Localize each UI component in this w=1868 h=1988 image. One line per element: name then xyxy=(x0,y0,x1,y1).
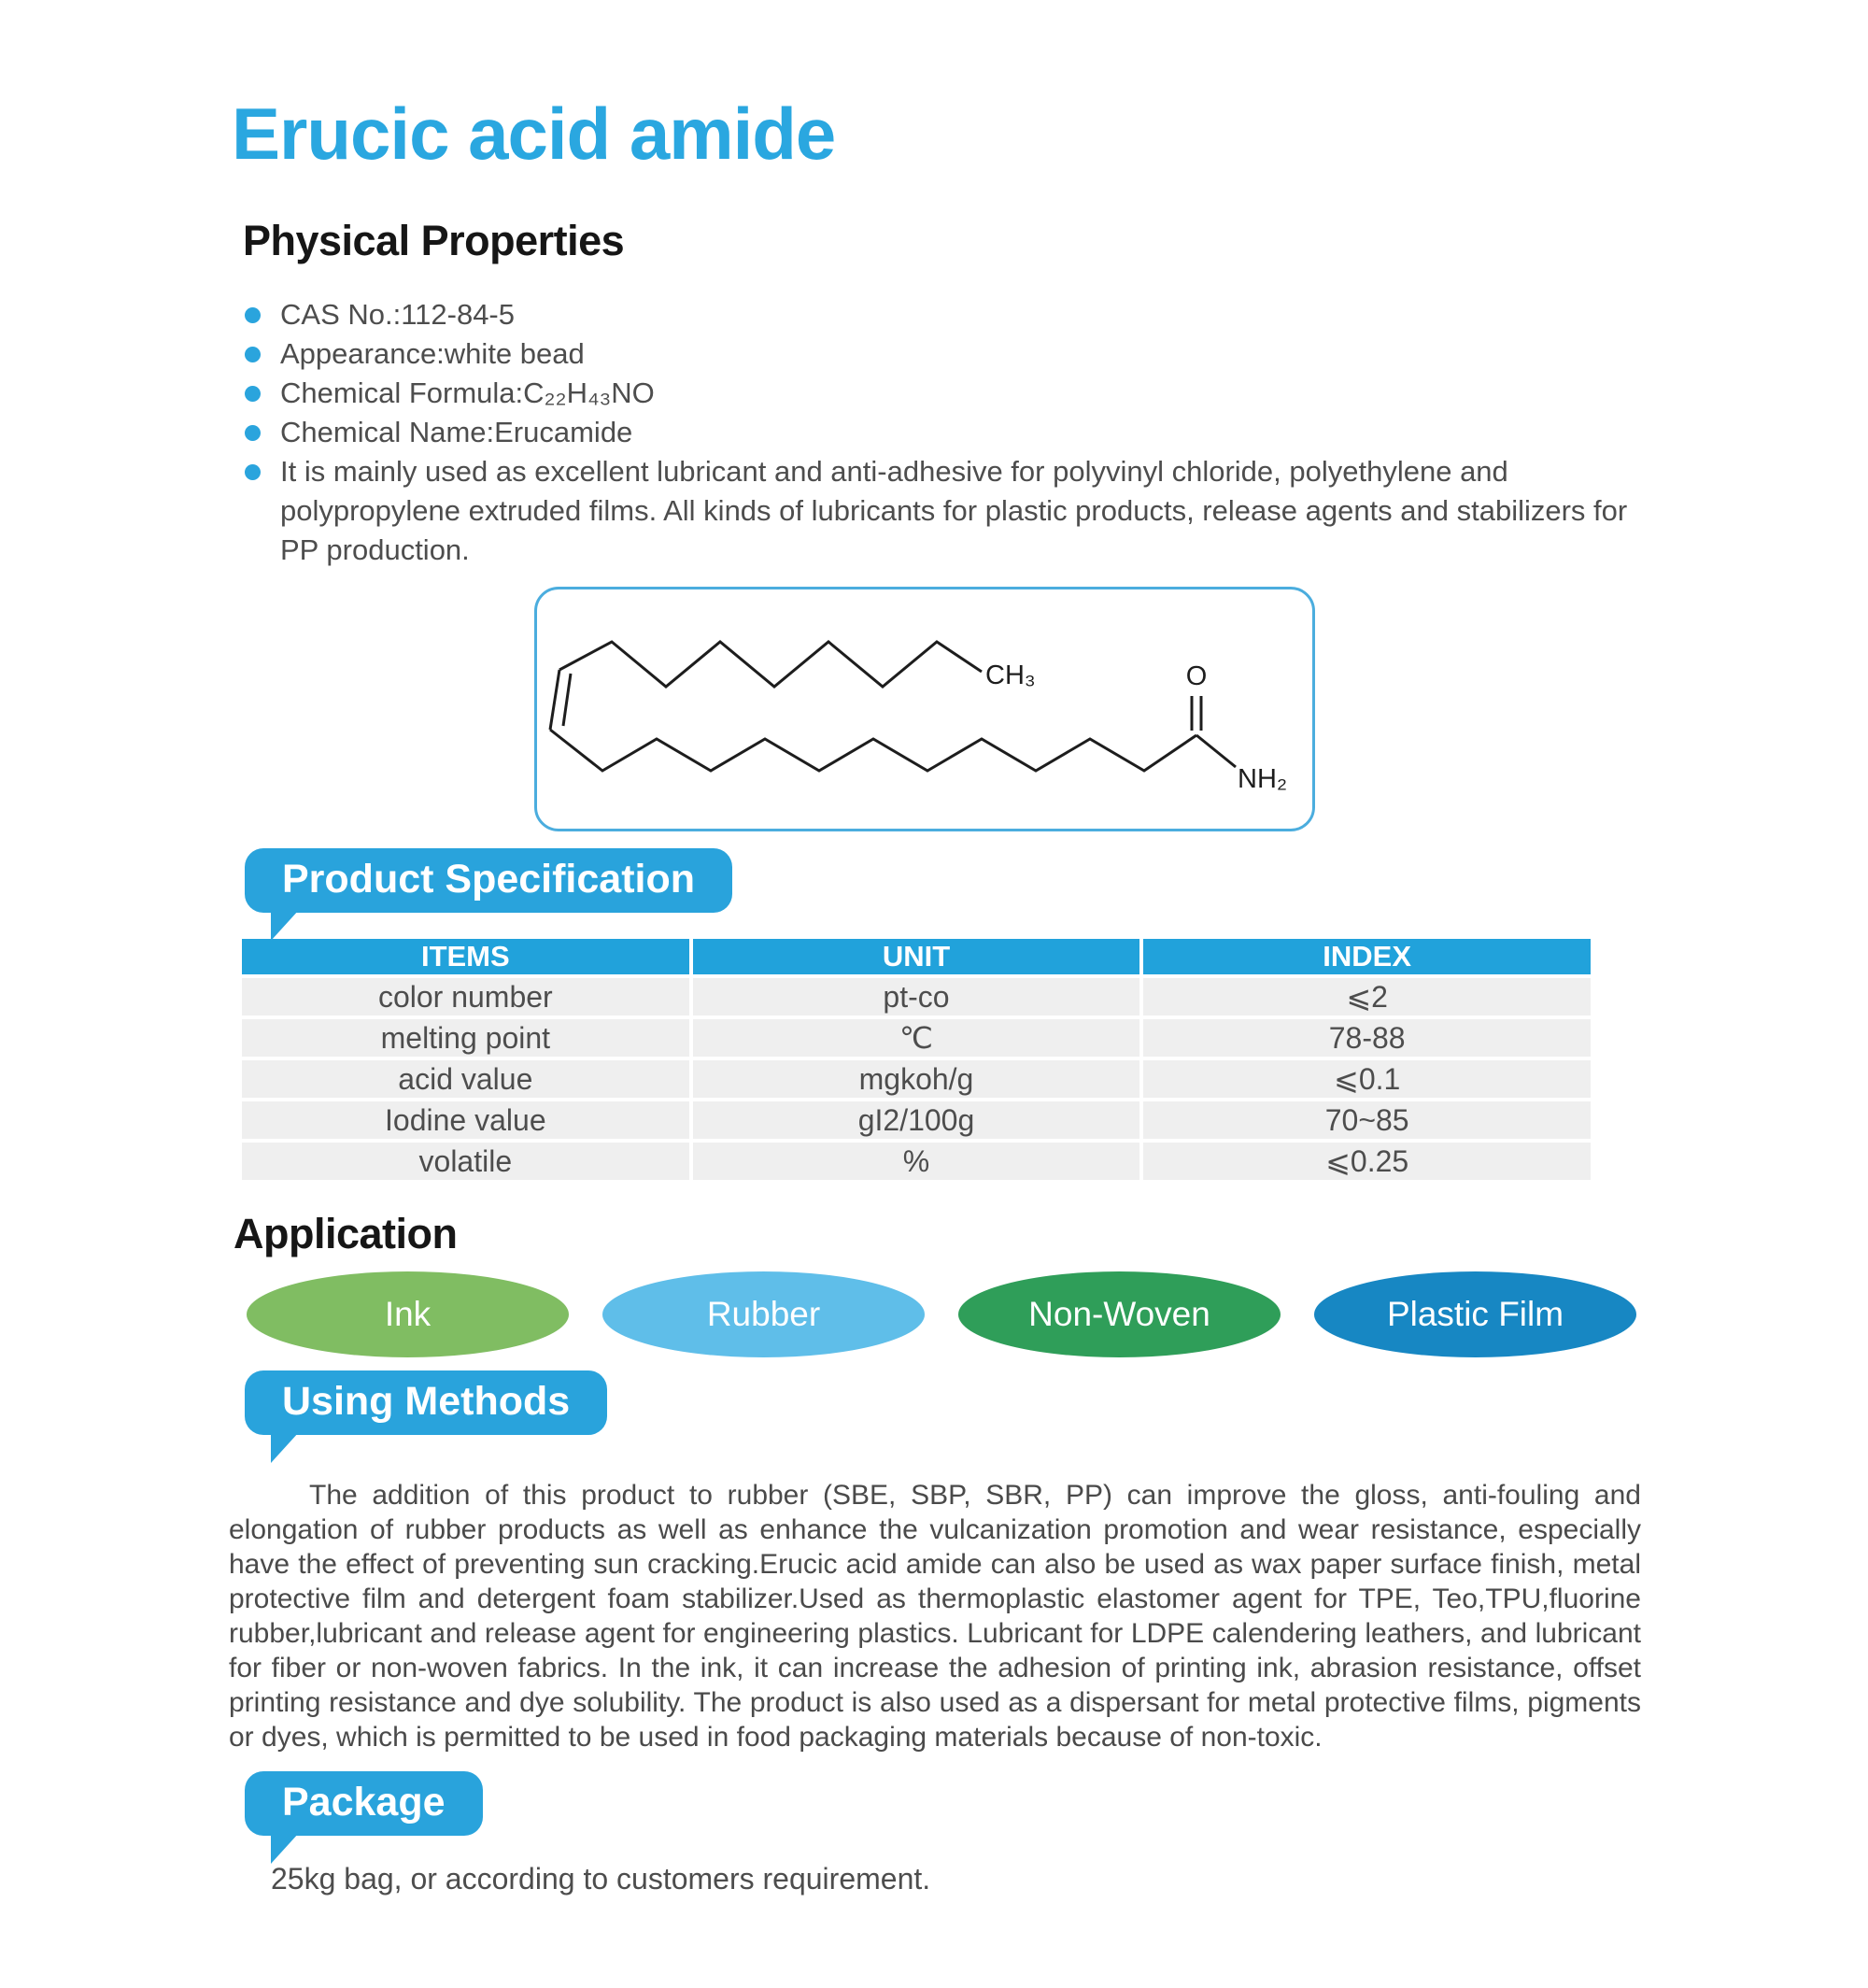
list-item: It is mainly used as excellent lubricant and anti-adhesive for polyvinyl chloride, polyethylene and polypropylene extruded films. All kinds of lubricants for plastic products, release agents and stabilizers for PP production. xyxy=(243,452,1646,570)
table-cell: 70~85 xyxy=(1143,1101,1591,1139)
table-row xyxy=(242,1143,1591,1180)
ch3-label: CH₃ xyxy=(985,660,1036,690)
table-cell: Iodine value xyxy=(242,1101,689,1139)
specification-table xyxy=(238,935,1594,1184)
page-title: Erucic acid amide xyxy=(232,92,836,175)
table-cell: pt-co xyxy=(693,978,1140,1015)
application-tags-row xyxy=(247,1271,1868,1357)
table-cell: ⩽0.1 xyxy=(1143,1060,1591,1098)
table-cell: ⩽2 xyxy=(1143,978,1591,1015)
oxygen-label: O xyxy=(1185,661,1208,691)
application-heading: Application xyxy=(234,1210,458,1257)
table-cell: mgkoh/g xyxy=(693,1060,1140,1098)
upper-chain-bonds xyxy=(559,642,982,687)
package-banner: Package xyxy=(245,1771,483,1836)
table-cell: melting point xyxy=(242,1019,689,1057)
list-item: Appearance:white bead xyxy=(243,334,1646,374)
physical-properties-list xyxy=(243,295,1646,570)
double-bond-line xyxy=(550,670,559,730)
application-tag-non-woven: Non-Woven xyxy=(958,1271,1281,1357)
table-cell: acid value xyxy=(242,1060,689,1098)
using-methods-paragraph: The addition of this product to rubber (SBE, SBP, SBR, PP) can improve the gloss, anti-fouling and elongation of rubber products as well as enhance the vulcanization promotion and wear resistance, especially have the effect of preventing sun cracking.Erucic acid amide can also be used as wax paper surface finish, metal protective film and detergent foam stabilizer.Used as thermoplastic elastomer agent for TPE, Teo,TPU,fluorine rubber,lubricant and release agent for engineering plastics. Lubricant for LDPE calendering leathers, and lubricant for fiber or non-woven fabrics. In the ink, it can increase the adhesion of printing ink, abrasion resistance, offset printing resistance and dye solubility. The product is also used as a dispersant for metal protective films, pigments or dyes, which is permitted to be used in food packaging materials because of non-toxic. xyxy=(229,1480,1641,1753)
chemical-structure-figure xyxy=(534,587,1315,831)
table-row xyxy=(242,1060,1591,1098)
table-cell: ℃ xyxy=(693,1019,1140,1057)
column-header-items: ITEMS xyxy=(242,939,689,974)
table-row xyxy=(242,978,1591,1015)
table-cell: 78-88 xyxy=(1143,1019,1591,1057)
cn-bond xyxy=(1196,735,1236,767)
list-item: Chemical Formula:C₂₂H₄₃NO xyxy=(243,374,1646,413)
column-header-index: INDEX xyxy=(1143,939,1591,974)
table-cell: ⩽0.25 xyxy=(1143,1143,1591,1180)
table-row xyxy=(242,1019,1591,1057)
nh2-label: NH₂ xyxy=(1238,764,1288,794)
erucamide-structure-drawing xyxy=(537,589,1312,829)
table-cell: color number xyxy=(242,978,689,1015)
table-cell: volatile xyxy=(242,1143,689,1180)
table-row xyxy=(242,1101,1591,1139)
table-cell: gI2/100g xyxy=(693,1101,1140,1139)
list-item: Chemical Name:Erucamide xyxy=(243,413,1646,452)
table-header-row xyxy=(242,939,1591,974)
lower-chain-bonds xyxy=(550,730,1196,771)
product-specification-banner: Product Specification xyxy=(245,848,732,913)
physical-properties-heading: Physical Properties xyxy=(243,217,625,264)
package-text: 25kg bag, or according to customers requirement. xyxy=(271,1862,931,1896)
list-item: CAS No.:112-84-5 xyxy=(243,295,1646,334)
table-cell: % xyxy=(693,1143,1140,1180)
double-bond-line xyxy=(563,674,571,726)
application-tag-plastic-film: Plastic Film xyxy=(1314,1271,1636,1357)
application-tag-ink: Ink xyxy=(247,1271,569,1357)
using-methods-banner: Using Methods xyxy=(245,1370,607,1435)
application-tag-rubber: Rubber xyxy=(602,1271,925,1357)
column-header-unit: UNIT xyxy=(693,939,1140,974)
